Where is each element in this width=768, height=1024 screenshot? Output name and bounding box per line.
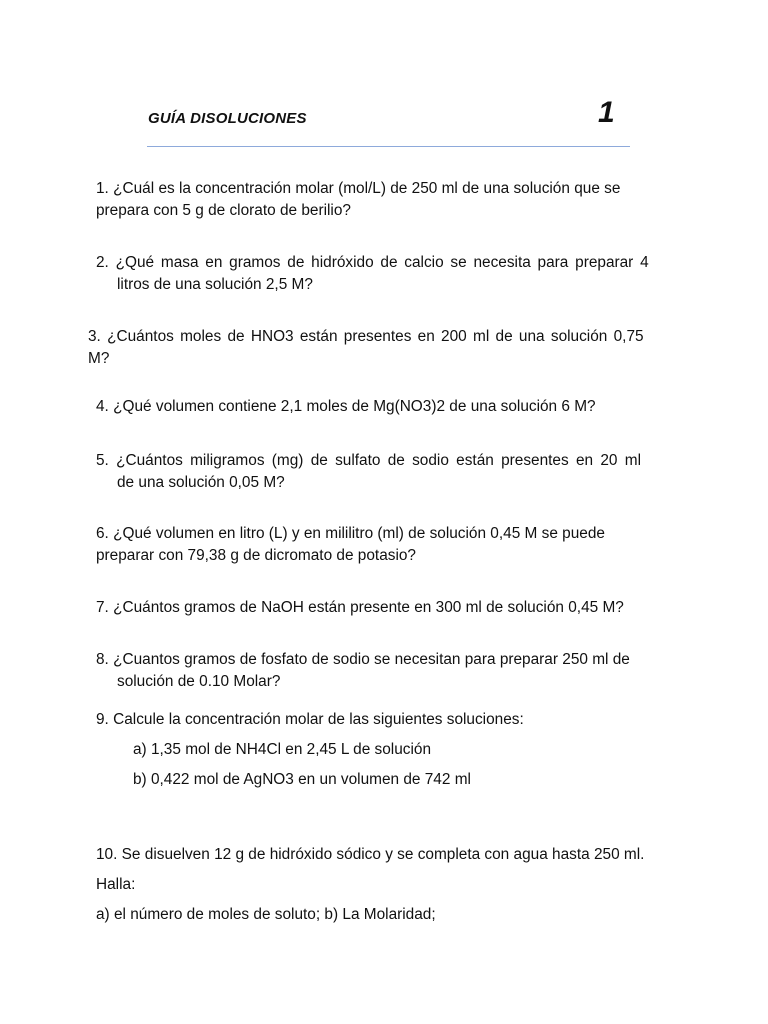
question-10-line-1: 10. Se disuelven 12 g de hidróxido sódico y se completa con agua hasta 250 ml. <box>96 846 645 863</box>
question-2-line-2: litros de una solución 2,5 M? <box>117 276 313 293</box>
question-8 <box>96 649 676 693</box>
question-6 <box>96 523 676 567</box>
question-5 <box>96 450 682 494</box>
question-6-line-2: preparar con 79,38 g de dicromato de potasio? <box>96 547 416 564</box>
question-9 <box>96 709 656 791</box>
question-1 <box>96 178 666 222</box>
question-4 <box>96 396 656 418</box>
question-7 <box>96 597 676 619</box>
question-7-line-1: 7. ¿Cuántos gramos de NaOH están presente en 300 ml de solución 0,45 M? <box>96 599 624 616</box>
question-8-line-2: solución de 0.10 Molar? <box>117 673 281 690</box>
question-10 <box>96 844 696 926</box>
question-3-line-1: 3. ¿Cuántos moles de HNO3 están presentes en 200 ml de una solución 0,75 <box>88 328 644 345</box>
header-number: 1 <box>598 96 615 129</box>
question-8-line-1: 8. ¿Cuantos gramos de fosfato de sodio se necesitan para preparar 250 ml de <box>96 651 630 668</box>
question-9-line-1: 9. Calcule la concentración molar de las siguientes soluciones: <box>96 711 524 728</box>
question-1-line-1: 1. ¿Cuál es la concentración molar (mol/L) de 250 ml de una solución que se <box>96 180 621 197</box>
question-2-line-1: 2. ¿Qué masa en gramos de hidróxido de calcio se necesita para preparar 4 <box>96 254 649 271</box>
header-title: GUÍA DISOLUCIONES <box>148 110 307 127</box>
question-2 <box>96 252 682 296</box>
question-5-line-1: 5. ¿Cuántos miligramos (mg) de sulfato de sodio están presentes en 20 ml <box>96 452 641 469</box>
question-10-line-3: a) el número de moles de soluto; b) La Molaridad; <box>96 906 436 923</box>
question-3 <box>88 326 680 370</box>
question-10-line-2: Halla: <box>96 876 136 893</box>
question-3-line-2: M? <box>88 350 110 367</box>
header-rule <box>147 146 630 147</box>
question-5-line-2: de una solución 0,05 M? <box>117 474 285 491</box>
question-1-line-2: prepara con 5 g de clorato de berilio? <box>96 202 351 219</box>
question-4-line-1: 4. ¿Qué volumen contiene 2,1 moles de Mg(NO3)2 de una solución 6 M? <box>96 398 596 415</box>
question-9-item-b: b) 0,422 mol de AgNO3 en un volumen de 742 ml <box>133 771 471 788</box>
question-9-item-a: a) 1,35 mol de NH4Cl en 2,45 L de solución <box>133 741 432 758</box>
question-6-line-1: 6. ¿Qué volumen en litro (L) y en mililitro (ml) de solución 0,45 M se puede <box>96 525 605 542</box>
